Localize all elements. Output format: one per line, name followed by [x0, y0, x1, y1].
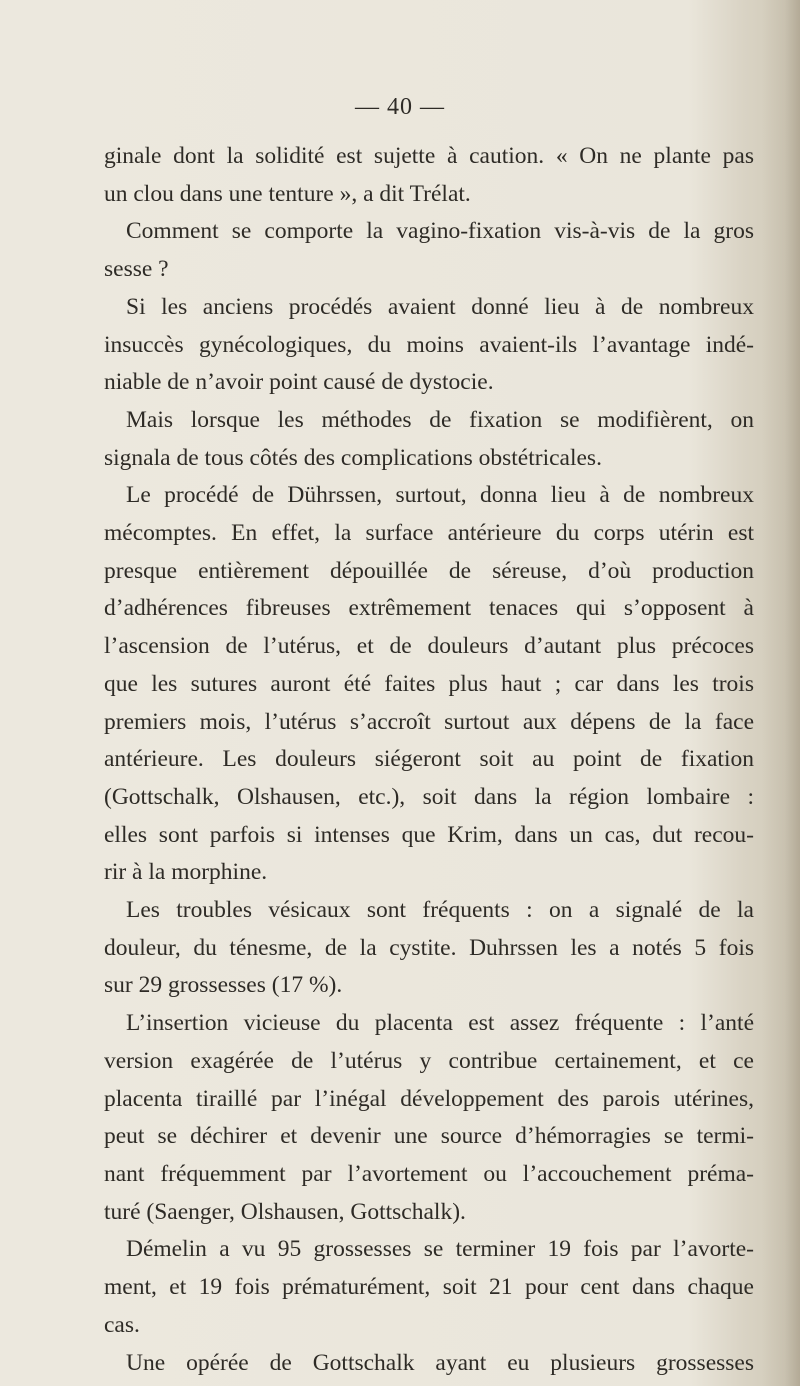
text-line: Le procédé de Dührssen, surtout, donna lieu à de nombreux	[126, 482, 754, 509]
text-line: l’ascension de l’utérus, et de douleurs d’autant plus précoces	[104, 633, 754, 660]
text-line: signala de tous côtés des complications obstétricales.	[104, 444, 602, 471]
text-line: Si les anciens procédés avaient donné lieu à de nombreux	[126, 293, 754, 320]
text-line: cas.	[104, 1311, 140, 1338]
text-line: peut se déchirer et devenir une source d’hémorragies se termi-	[104, 1123, 754, 1150]
text-line: ginale dont la solidité est sujette à caution. « On ne plante pas	[104, 143, 754, 169]
text-line: Les troubles vésicaux sont fréquents : on a signalé de la	[126, 897, 754, 924]
text-line: sesse ?	[104, 256, 169, 283]
text-line: mécomptes. En effet, la surface antérieure du corps utérin est	[104, 520, 754, 547]
text-line: Mais lorsque les méthodes de fixation se modifièrent, on	[126, 406, 754, 433]
text-line: elles sont parfois si intenses que Krim, dans un cas, dut recou-	[104, 821, 754, 848]
text-line: L’insertion vicieuse du placenta est assez fréquente : l’anté	[126, 1010, 754, 1037]
text-line: turé (Saenger, Olshausen, Gottschalk).	[104, 1198, 466, 1225]
body-text	[104, 138, 754, 1382]
page-number: — 40 —	[355, 94, 445, 120]
text-line: placenta tiraillé par l’inégal développement des parois utérines,	[104, 1085, 754, 1112]
text-line: ment, et 19 fois prématurément, soit 21 pour cent dans chaque	[104, 1274, 754, 1301]
text-line: insuccès gynécologiques, du moins avaient-ils l’avantage indé-	[104, 331, 754, 358]
text-line: Comment se comporte la vagino-fixation vis-à-vis de la gros	[126, 218, 754, 245]
text-line: sur 29 grossesses (17 %).	[104, 972, 343, 999]
text-line: version exagérée de l’utérus y contribue certainement, et ce	[104, 1047, 754, 1074]
text-line: Une opérée de Gottschalk ayant eu plusieurs grossesses	[126, 1349, 754, 1376]
text-line: que les sutures auront été faites plus haut ; car dans les trois	[104, 670, 754, 697]
text-line: un clou dans une tenture », a dit Trélat.	[104, 180, 471, 207]
text-line: d’adhérences fibreuses extrêmement tenaces qui s’opposent à	[104, 595, 754, 622]
text-line: premiers mois, l’utérus s’accroît surtout aux dépens de la face	[104, 708, 754, 735]
text-line: antérieure. Les douleurs siégeront soit au point de fixation	[104, 746, 754, 773]
text-line: (Gottschalk, Olshausen, etc.), soit dans la région lombaire :	[104, 783, 754, 810]
page-edge-shadow	[762, 0, 800, 1386]
text-line: rir à la morphine.	[104, 859, 268, 886]
text-line: Démelin a vu 95 grossesses se terminer 19 fois par l’avorte-	[126, 1236, 754, 1263]
text-line: niable de n’avoir point causé de dystocie.	[104, 369, 494, 396]
text-line: nant fréquemment par l’avortement ou l’accouchement préma-	[104, 1160, 754, 1187]
text-line: presque entièrement dépouillée de séreuse, d’où production	[104, 557, 754, 584]
text-line: douleur, du ténesme, de la cystite. Duhrssen les a notés 5 fois	[104, 934, 754, 961]
